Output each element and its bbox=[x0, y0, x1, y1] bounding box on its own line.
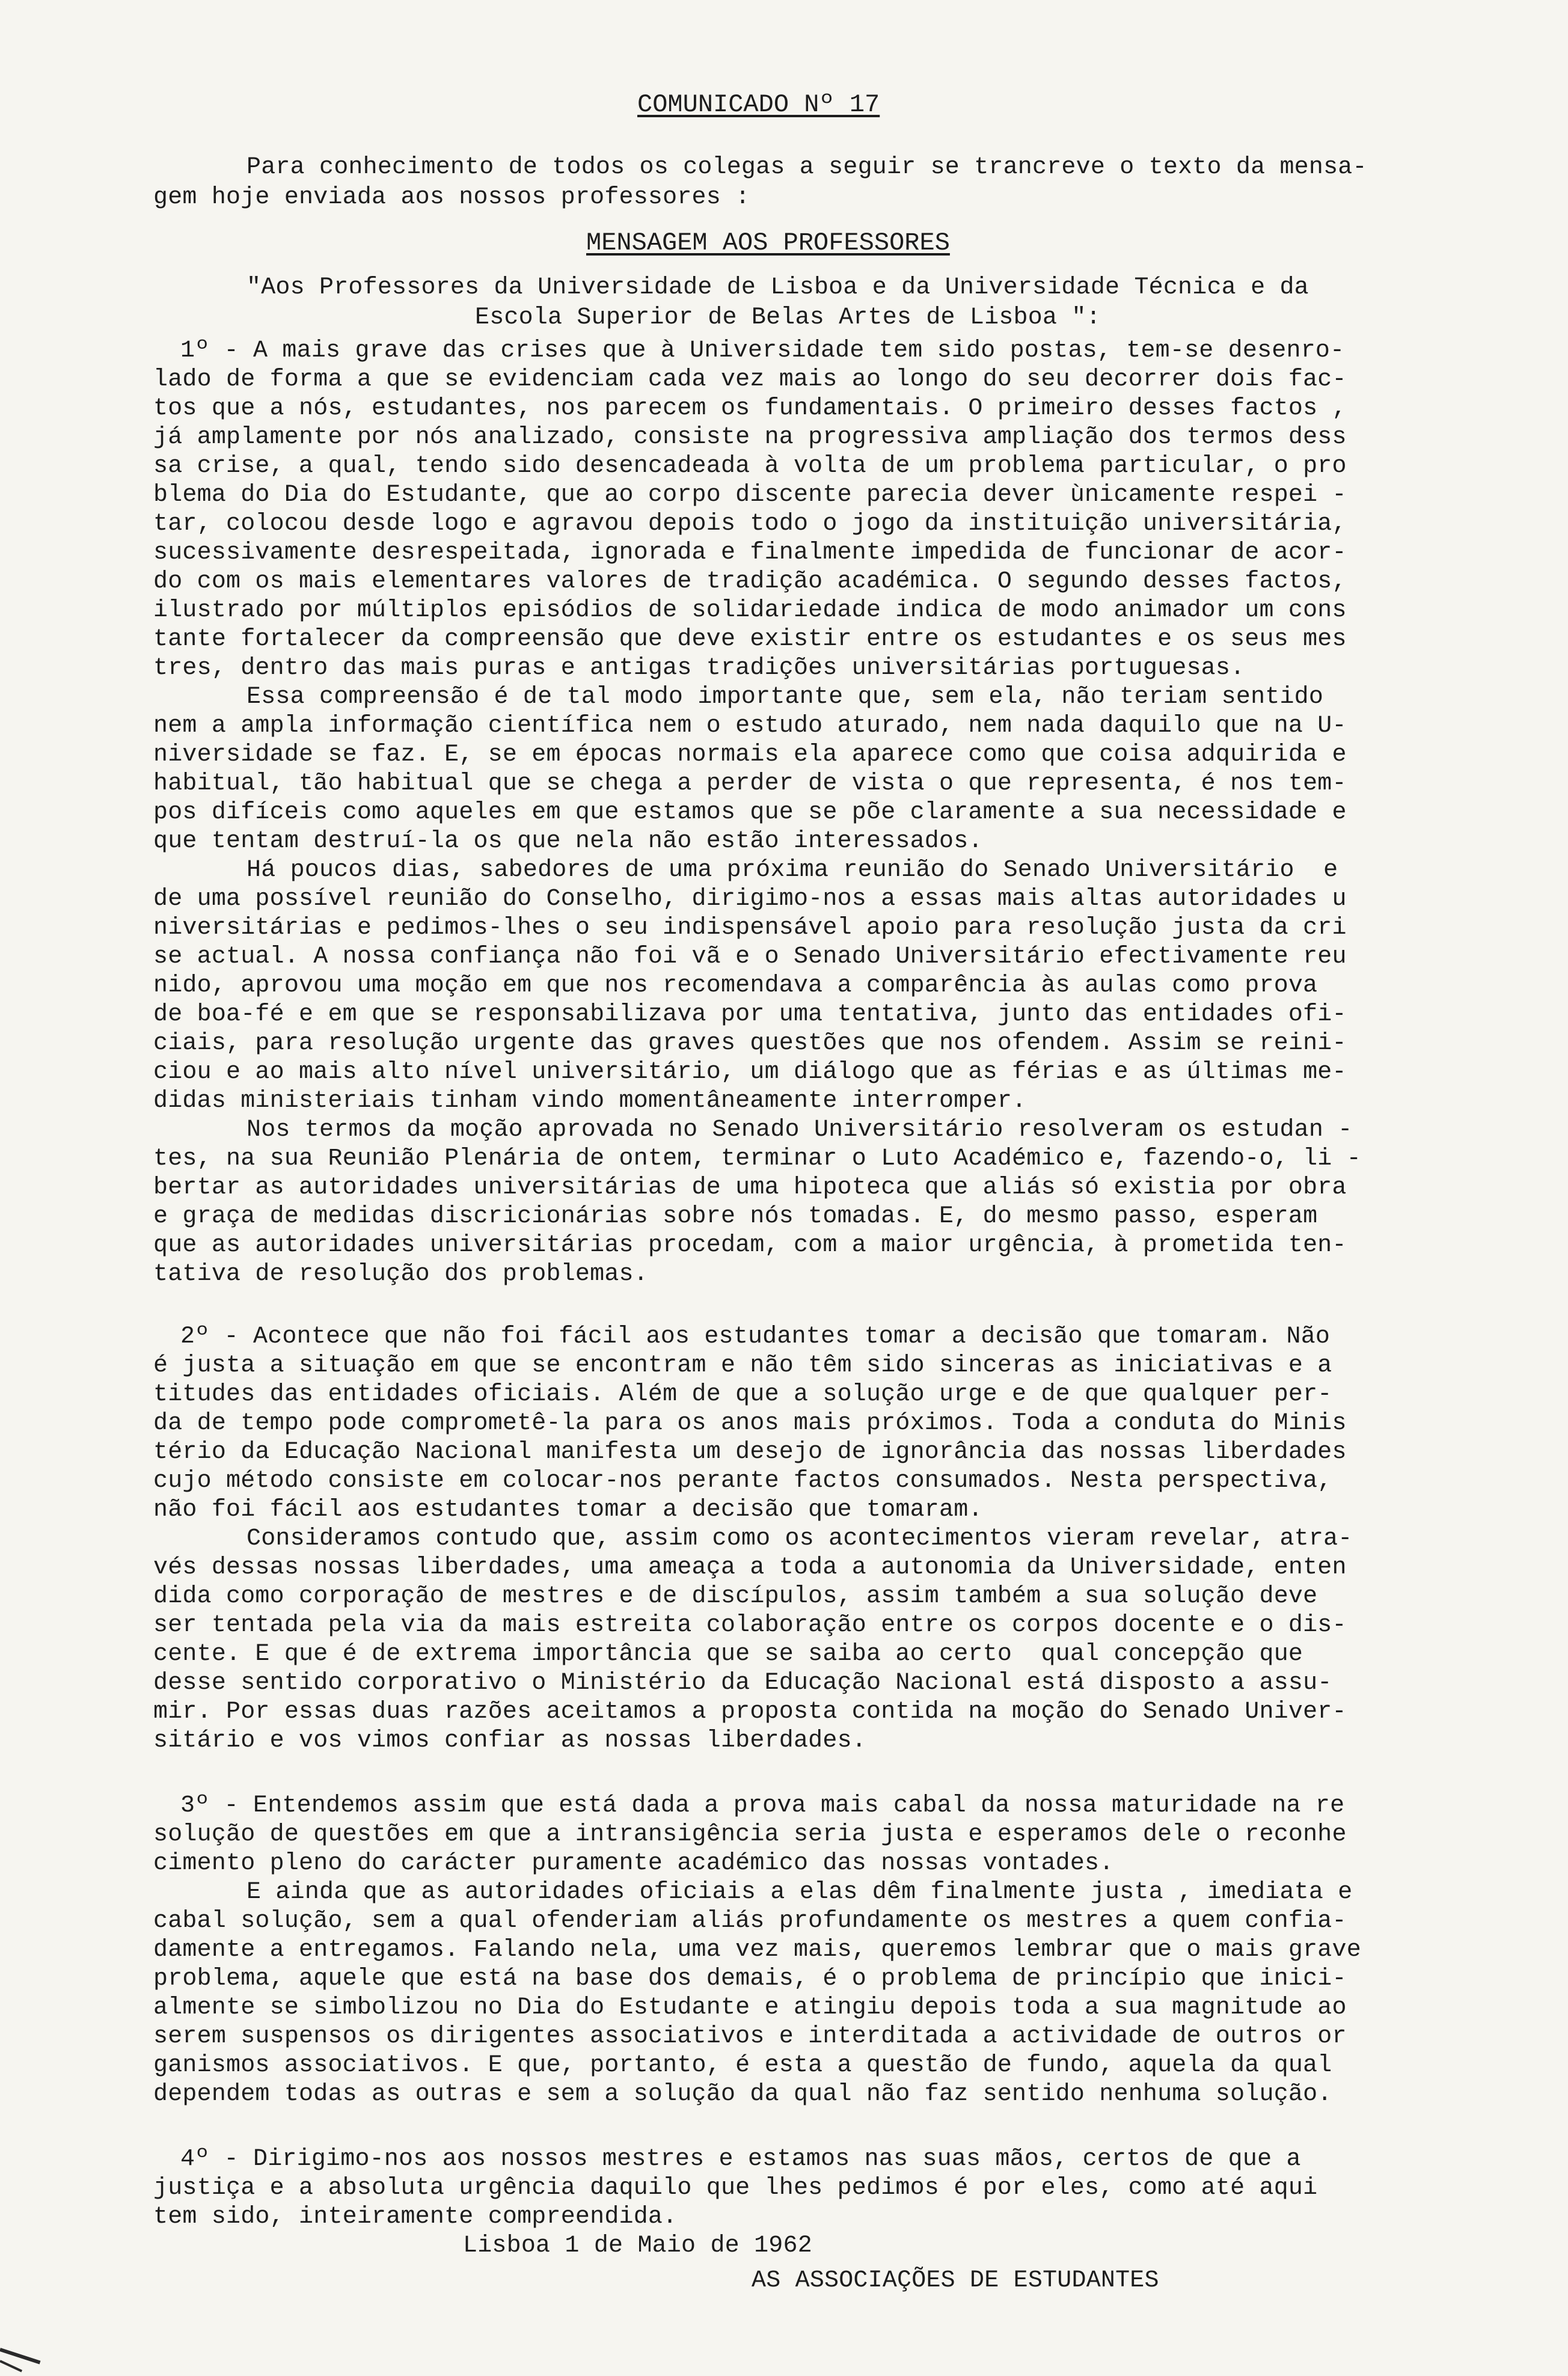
section3-line: dependem todas as outras e sem a solução da qual não faz sentido nenhuma solução. bbox=[153, 2081, 1332, 2108]
section1-line: tos que a nós, estudantes, nos parecem os fundamentais. O primeiro desses factos , bbox=[153, 395, 1347, 422]
section1-line: ciais, para resolução urgente das graves questões que nos ofendem. Assim se reini- bbox=[153, 1030, 1347, 1057]
section1-line: Essa compreensão é de tal modo importante que, sem ela, não teriam sentido bbox=[247, 684, 1324, 711]
section2-line: tério da Educação Nacional manifesta um desejo de ignorância das nossas liberdades bbox=[153, 1439, 1347, 1466]
section1-line: bertar as autoridades universitárias de uma hipoteca que aliás só existia por obra bbox=[153, 1174, 1347, 1201]
section1-line: nem a ampla informação científica nem o estudo aturado, nem nada daquilo que na U- bbox=[153, 712, 1347, 739]
section1-line: do com os mais elementares valores de tradição académica. O segundo desses factos, bbox=[153, 568, 1347, 595]
section1-line: que tentam destruí-la os que nela não estão interessados. bbox=[153, 828, 983, 855]
section3-line: problema, aquele que está na base dos demais, é o problema de princípio que inici- bbox=[153, 1965, 1347, 1992]
section3-line: E ainda que as autoridades oficiais a elas dêm finalmente justa , imediata e bbox=[247, 1879, 1353, 1906]
section2-line: 2º - Acontece que não foi fácil aos estudantes tomar a decisão que tomaram. Não bbox=[180, 1323, 1331, 1350]
section1-line: habitual, tão habitual que se chega a perder de vista o que representa, é nos tem- bbox=[153, 770, 1347, 797]
place-date: Lisboa 1 de Maio de 1962 bbox=[463, 2232, 812, 2259]
signature: AS ASSOCIAÇÕES DE ESTUDANTES bbox=[752, 2267, 1159, 2294]
message-subtitle: MENSAGEM AOS PROFESSORES bbox=[586, 228, 950, 257]
section3-line: cimento pleno do carácter puramente académico das nossas vontades. bbox=[153, 1850, 1114, 1877]
section3-line: cabal solução, sem a qual ofenderiam aliás profundamente os mestres a quem confia- bbox=[153, 1908, 1347, 1935]
section1-line: tar, colocou desde logo e agravou depois todo o jogo da instituição universitária, bbox=[153, 510, 1347, 537]
section1-line: já amplamente por nós analizado, consiste na progressiva ampliação dos termos dess bbox=[153, 424, 1347, 451]
section1-line: lado de forma a que se evidenciam cada vez mais ao longo do seu decorrer dois fac- bbox=[153, 366, 1347, 393]
section1-line: tes, na sua Reunião Plenária de ontem, terminar o Luto Académico e, fazendo-o, li - bbox=[153, 1145, 1361, 1172]
section3-line: serem suspensos os dirigentes associativos e interditada a actividade de outros or bbox=[153, 2023, 1347, 2050]
section4-line: 4º - Dirigimo-nos aos nossos mestres e estamos nas suas mãos, certos de que a bbox=[180, 2146, 1301, 2173]
section1-line: tante fortalecer da compreensão que deve existir entre os estudantes e os seus mes bbox=[153, 626, 1347, 653]
section1-line: blema do Dia do Estudante, que ao corpo discente parecia dever ùnicamente respei - bbox=[153, 482, 1347, 509]
section2-line: sitário e vos vimos confiar as nossas liberdades. bbox=[153, 1727, 866, 1754]
section1-line: de uma possível reunião do Conselho, dirigimo-nos a essas mais altas autoridades u bbox=[153, 886, 1347, 913]
section1-line: nido, aprovou uma moção em que nos recomendava a comparência às aulas como prova bbox=[153, 972, 1318, 999]
section1-line: se actual. A nossa confiança não foi vã e o Senado Universitário efectivamente reu bbox=[153, 943, 1347, 970]
section2-line: cente. E que é de extrema importância que se saiba ao certo qual concepção que bbox=[153, 1641, 1303, 1668]
document-title: COMUNICADO Nº 17 bbox=[637, 90, 880, 119]
intro-line: Para conhecimento de todos os colegas a seguir se trancreve o texto da mensa- bbox=[247, 154, 1367, 181]
section1-line: 1º - A mais grave das crises que à Universidade tem sido postas, tem-se desenro- bbox=[180, 337, 1345, 364]
section2-line: mir. Por essas duas razões aceitamos a proposta contida na moção do Senado Univer- bbox=[153, 1698, 1347, 1725]
section2-line: titudes das entidades oficiais. Além de que a solução urge e de que qualquer per- bbox=[153, 1381, 1332, 1408]
section1-line: didas ministeriais tinham vindo momentâneamente interromper. bbox=[153, 1088, 1027, 1115]
section2-line: vés dessas nossas liberdades, uma ameaça a toda a autonomia da Universidade, enten bbox=[153, 1554, 1347, 1581]
section3-line: solução de questões em que a intransigência seria justa e esperamos dele o reconhe bbox=[153, 1821, 1347, 1848]
addressee-line: Escola Superior de Belas Artes de Lisboa ": bbox=[475, 304, 1101, 331]
section3-line: almente se simbolizou no Dia do Estudante e atingiu depois toda a sua magnitude ao bbox=[153, 1994, 1347, 2021]
section1-line: sa crise, a qual, tendo sido desencadeada à volta de um problema particular, o pro bbox=[153, 453, 1347, 480]
section2-line: desse sentido corporativo o Ministério da Educação Nacional está disposto a assu- bbox=[153, 1670, 1332, 1697]
section2-line: não foi fácil aos estudantes tomar a decisão que tomaram. bbox=[153, 1496, 983, 1523]
section1-line: de boa-fé e em que se responsabilizava por uma tentativa, junto das entidades ofi- bbox=[153, 1001, 1347, 1028]
section1-line: ilustrado por múltiplos episódios de solidariedade indica de modo animador um cons bbox=[153, 597, 1347, 624]
section2-line: é justa a situação em que se encontram e não têm sido sinceras as iniciativas e a bbox=[153, 1352, 1332, 1379]
section3-line: damente a entregamos. Falando nela, uma vez mais, queremos lembrar que o mais grave bbox=[153, 1937, 1361, 1964]
section2-line: da de tempo pode comprometê-la para os anos mais próximos. Toda a conduta do Minis bbox=[153, 1410, 1347, 1437]
section1-line: tres, dentro das mais puras e antigas tradições universitárias portuguesas. bbox=[153, 655, 1245, 682]
section1-line: pos difíceis como aqueles em que estamos que se põe claramente a sua necessidade e bbox=[153, 799, 1347, 826]
section2-line: Consideramos contudo que, assim como os acontecimentos vieram revelar, atra- bbox=[247, 1525, 1353, 1552]
intro-line: gem hoje enviada aos nossos professores : bbox=[153, 184, 750, 211]
section2-line: cujo método consiste em colocar-nos perante factos consumados. Nesta perspectiva, bbox=[153, 1468, 1332, 1495]
section2-line: ser tentada pela via da mais estreita colaboração entre os corpos docente e o dis- bbox=[153, 1612, 1347, 1639]
section1-line: que as autoridades universitárias procedam, com a maior urgência, à prometida ten- bbox=[153, 1232, 1347, 1259]
section3-line: ganismos associativos. E que, portanto, é esta a questão de fundo, aquela da qual bbox=[153, 2052, 1332, 2079]
section2-line: dida como corporação de mestres e de discípulos, assim também a sua solução deve bbox=[153, 1583, 1318, 1610]
addressee-line: "Aos Professores da Universidade de Lisboa e da Universidade Técnica e da bbox=[247, 274, 1309, 301]
section1-line: e graça de medidas discricionárias sobre nós tomadas. E, do mesmo passo, esperam bbox=[153, 1203, 1318, 1230]
section1-line: ciou e ao mais alto nível universitário, um diálogo que as férias e as últimas me- bbox=[153, 1059, 1347, 1086]
scan-mark bbox=[0, 2348, 41, 2364]
section1-line: sucessivamente desrespeitada, ignorada e finalmente impedida de funcionar de acor- bbox=[153, 539, 1347, 566]
section1-line: tativa de resolução dos problemas. bbox=[153, 1261, 648, 1288]
section1-line: Nos termos da moção aprovada no Senado Universitário resolveram os estudan - bbox=[247, 1116, 1353, 1144]
section1-line: Há poucos dias, sabedores de uma próxima reunião do Senado Universitário e bbox=[247, 857, 1338, 884]
section3-line: 3º - Entendemos assim que está dada a prova mais cabal da nossa maturidade na re bbox=[180, 1792, 1345, 1819]
scan-mark bbox=[0, 2360, 22, 2372]
section4-line: justiça e a absoluta urgência daquilo que lhes pedimos é por eles, como até aqui bbox=[153, 2175, 1318, 2202]
section4-line: tem sido, inteiramente compreendida. bbox=[153, 2203, 678, 2231]
section1-line: niversitárias e pedimos-lhes o seu indispensável apoio para resolução justa da cri bbox=[153, 914, 1347, 942]
section1-line: niversidade se faz. E, se em épocas normais ela aparece como que coisa adquirida e bbox=[153, 741, 1347, 768]
